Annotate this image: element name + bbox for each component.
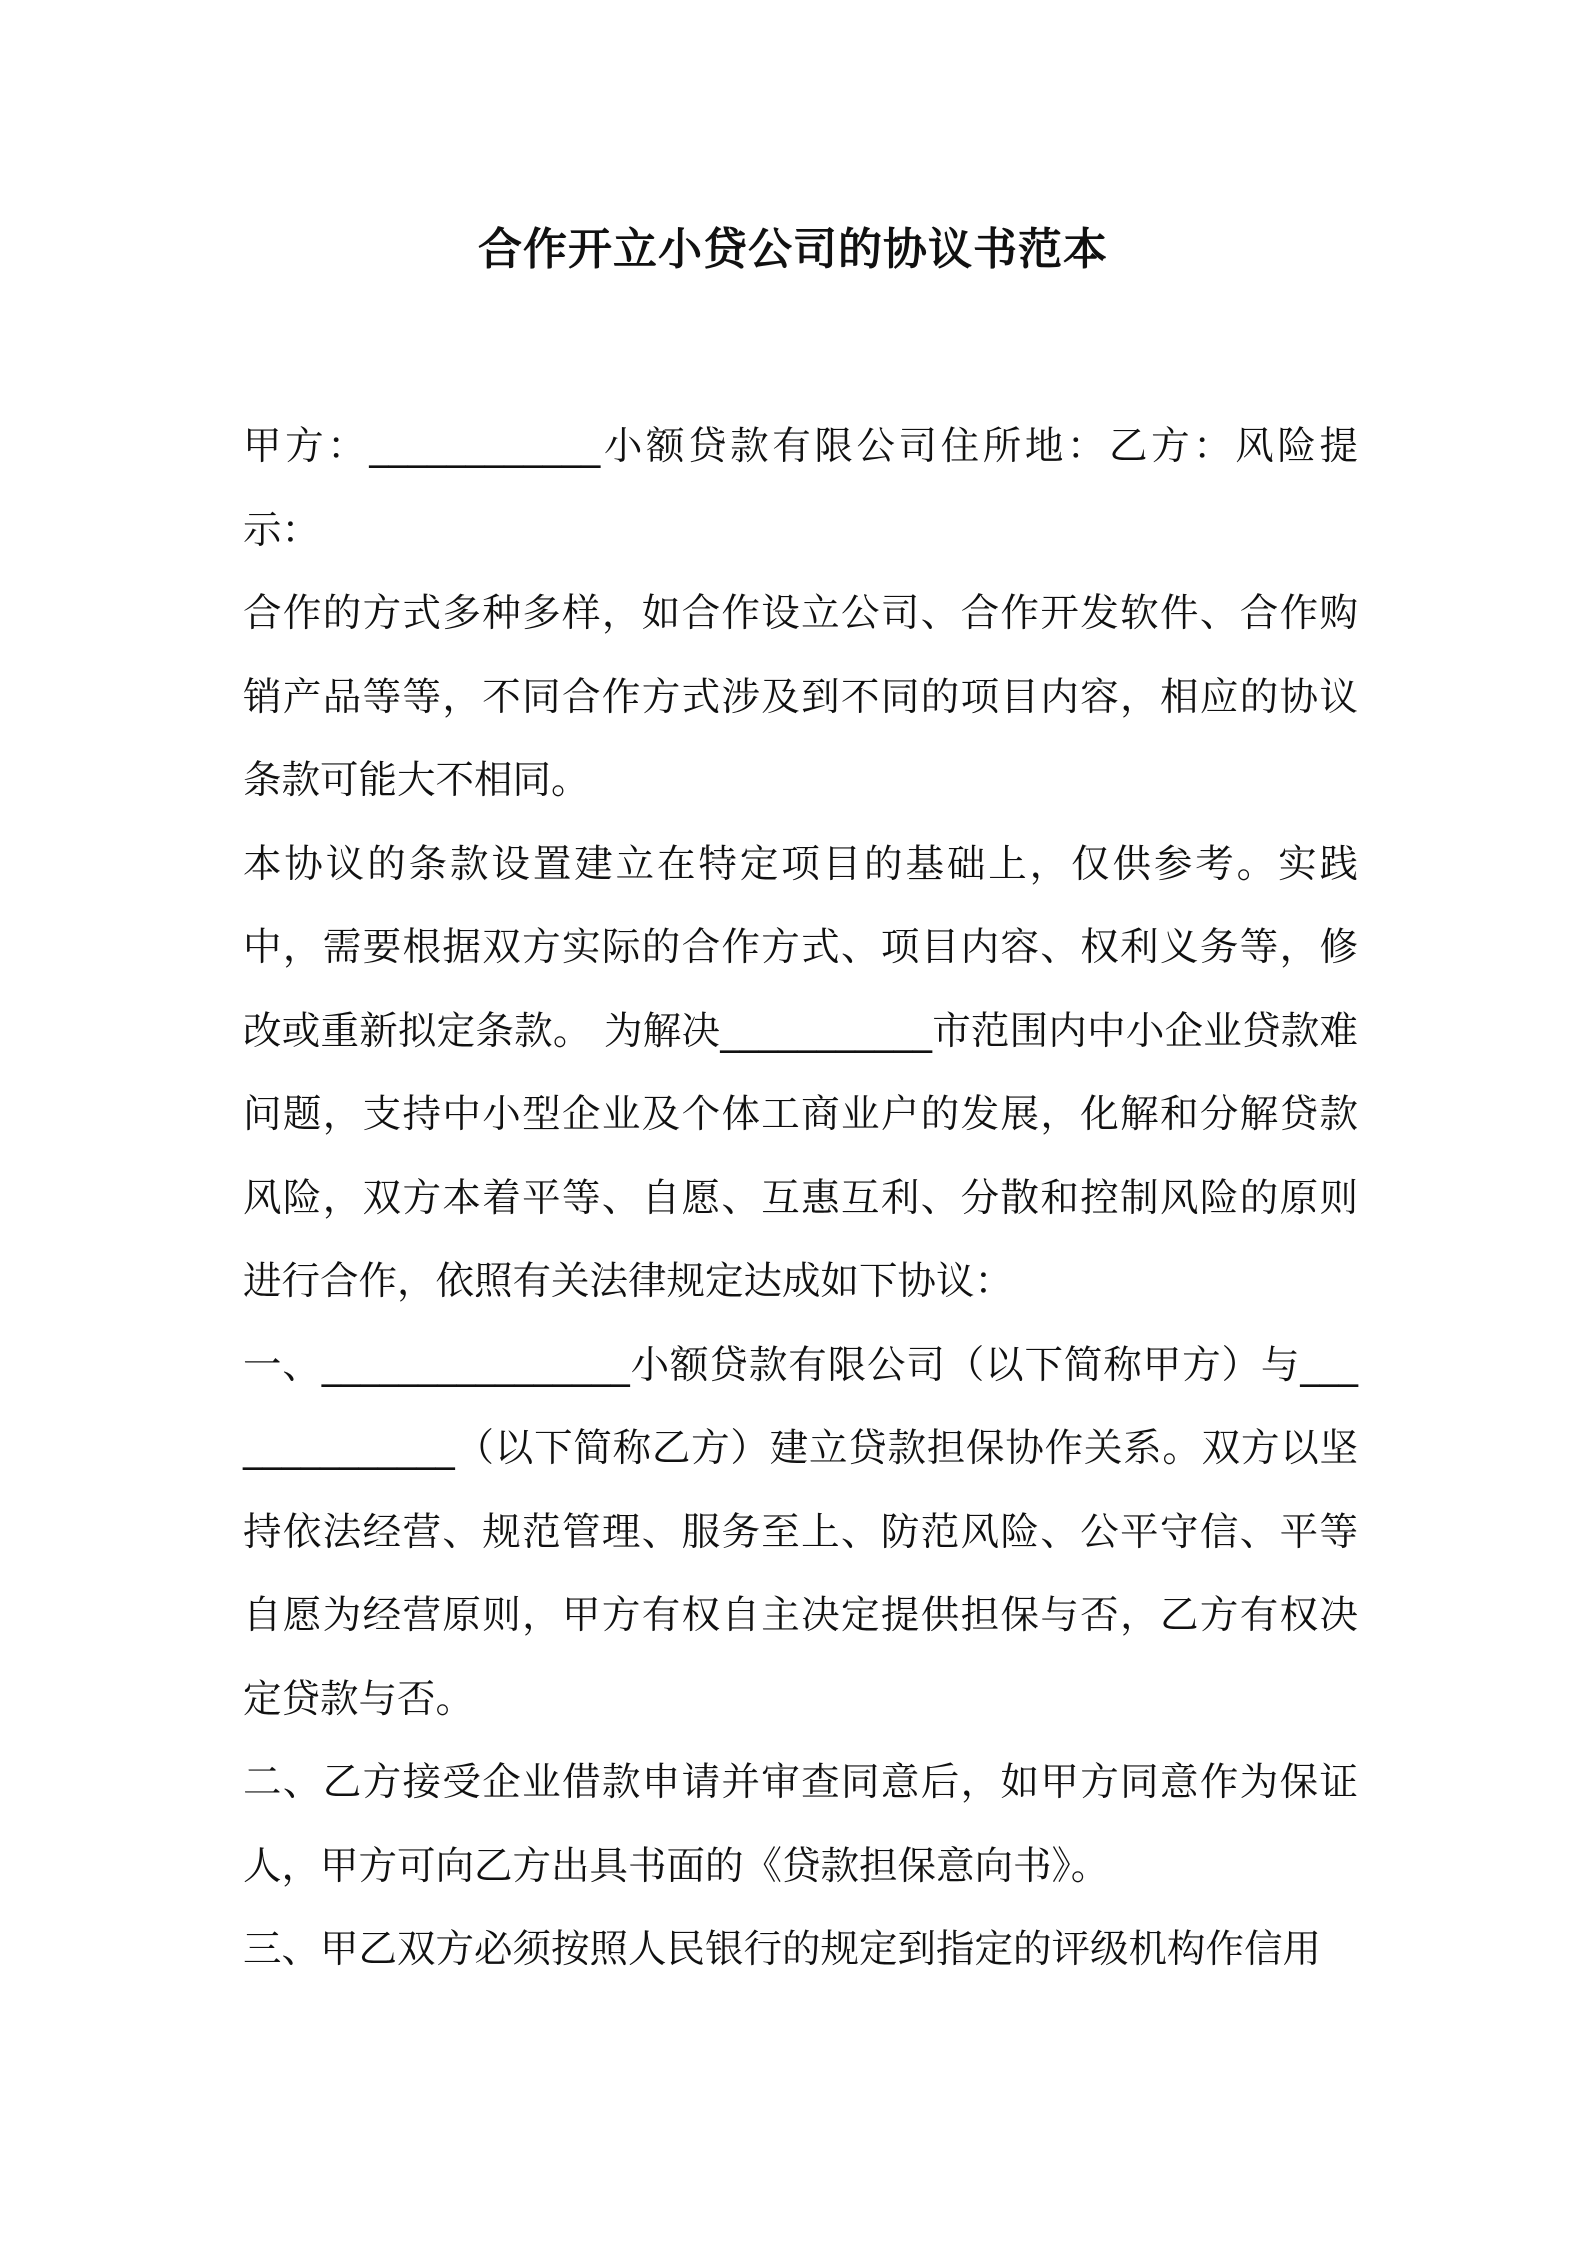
paragraph-clause-three: 三、甲乙双方必须按照人民银行的规定到指定的评级机构作信用 — [243, 1927, 1322, 1972]
document-body — [243, 405, 1358, 1992]
paragraph-reference-note: 本协议的条款设置建立在特定项目的基础上，仅供参考。实践中，需要根据双方实际的合作方式、项目内容、权利义务等，修改或重新拟定条款。 为解决___________市范围内中小企业贷款难问题，支持中小型企业及个体工商业户的发展，化解和分解贷款风险，双方本着平等、自愿、互惠互利、分散和控制风险的原则进行合作，依照有关法律规定达成如下协议： — [243, 841, 1358, 1304]
paragraph-clause-two: 二、乙方接受企业借款申请并审查同意后，如甲方同意作为保证人，甲方可向乙方出具书面的《贷款担保意向书》。 — [243, 1760, 1358, 1889]
document-title: 合作开立小贷公司的协议书范本 — [478, 224, 1108, 275]
paragraph-parties: 甲方：____________小额贷款有限公司住所地：乙方：风险提示： — [243, 424, 1358, 553]
paragraph-clause-one: 一、________________小额贷款有限公司（以下简称甲方）与______________（以下简称乙方）建立贷款担保协作关系。双方以坚持依法经营、规范管理、服务至上、防范风险、公平守信、平等自愿为经营原则，甲方有权自主决定提供担保与否，乙方有权决定贷款与否。 — [243, 1342, 1358, 1722]
paragraph-cooperation-modes: 合作的方式多种多样，如合作设立公司、合作开发软件、合作购销产品等等，不同合作方式涉及到不同的项目内容，相应的协议条款可能大不相同。 — [243, 591, 1358, 803]
